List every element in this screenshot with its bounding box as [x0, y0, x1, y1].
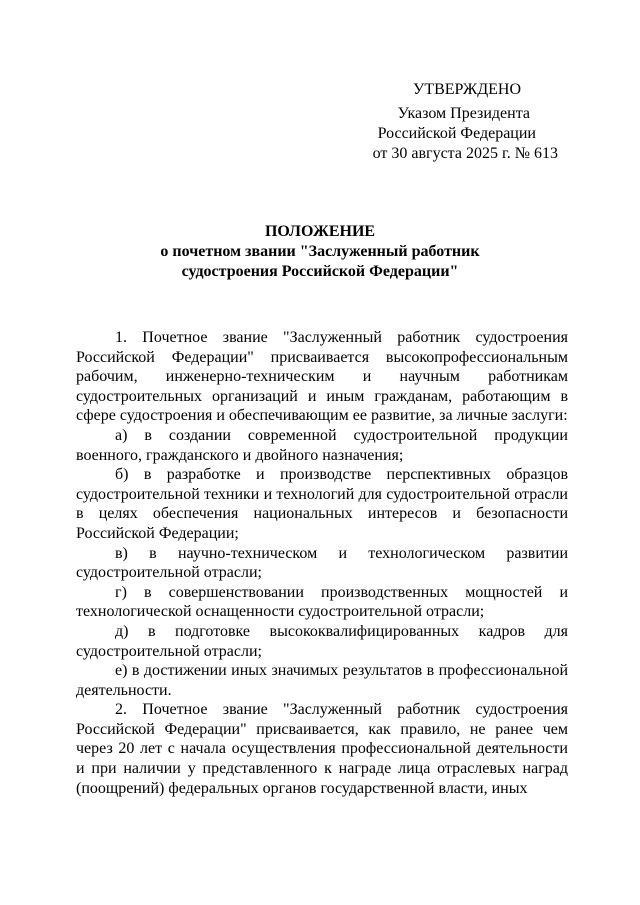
- title-line-2: о почетном звании "Заслуженный работник: [160, 243, 480, 260]
- approval-heading: УТВЕРЖДЕНО: [412, 81, 521, 98]
- approval-date: от 30 августа 2025 г. № 613: [372, 145, 558, 162]
- document-body: [76, 328, 568, 798]
- paragraph-1v: в) в научно-техническом и технологическом развитии судостроительной отрасли;: [76, 544, 568, 582]
- paragraph-1a: а) в создании современной судостроительной продукции военного, гражданского и двойного назначения;: [76, 426, 568, 464]
- approval-decree: Указом Президента: [397, 105, 530, 122]
- paragraph-1g: г) в совершенствовании производственных мощностей и технологической оснащенности судостроительной отрасли;: [76, 583, 568, 621]
- paragraph-1e: е) в достижении иных значимых результатов в профессиональной деятельности.: [76, 662, 568, 699]
- paragraph-1d: д) в подготовке высококвалифицированных кадров для судостроительной отрасли;: [76, 622, 568, 660]
- paragraph-1b: б) в разработке и производстве перспективных образцов судостроительной техники и технологий для судостроительной отрасли в целях обеспечения национальных интересов и безопасности Российской Федерации;: [76, 466, 568, 542]
- title-line-3: судостроения Российской Федерации": [181, 263, 459, 280]
- paragraph-1: 1. Почетное звание "Заслуженный работник судостроения Российской Федерации" присваивается высокопрофессиональным рабочим, инженерно-техническим и научным работникам судостроительных организаций и иным гражданам, работающим в сфере судостроения и обеспечивающим ее развитие, за личные заслуги:: [76, 329, 568, 425]
- approval-country: Российской Федерации: [377, 125, 536, 142]
- approval-block: [298, 80, 558, 164]
- title-line-1: ПОЛОЖЕНИЕ: [264, 223, 376, 240]
- paragraph-2: 2. Почетное звание "Заслуженный работник судостроения Российской Федерации" присваивается, как правило, не ранее чем через 20 лет с начала осуществления профессиональной деятельности и при наличии у представленного к награде лица отраслевых наград (поощрений) федеральных органов государственной власти, иных: [76, 701, 568, 797]
- document-title: [0, 222, 640, 282]
